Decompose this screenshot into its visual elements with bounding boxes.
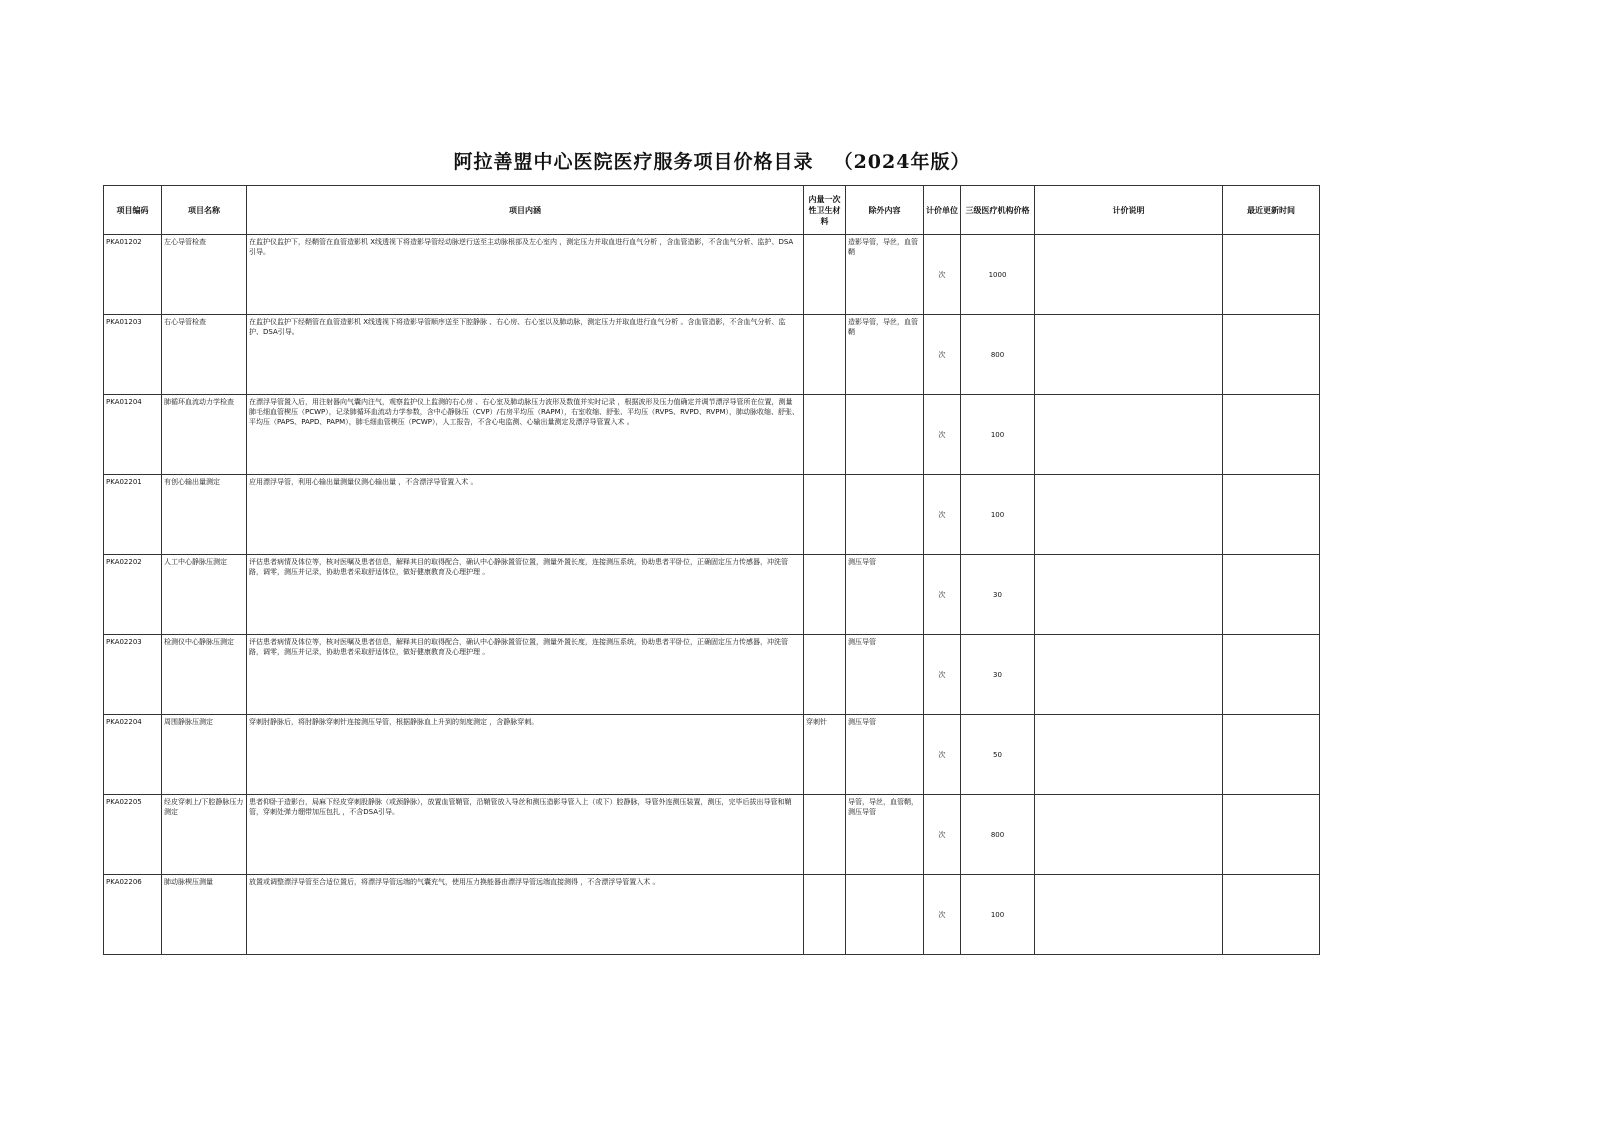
cell-excluded: 测压导管 [846, 715, 924, 795]
cell-price: 800 [961, 315, 1035, 395]
document-title [0, 147, 1424, 174]
header-code: 项目编码 [104, 186, 162, 235]
cell-note [1035, 395, 1223, 475]
cell-unit: 次 [924, 235, 961, 315]
cell-price: 50 [961, 715, 1035, 795]
cell-price: 100 [961, 395, 1035, 475]
cell-unit: 次 [924, 715, 961, 795]
table-row [104, 795, 1320, 875]
cell-content: 评估患者病情及体位等，核对医嘱及患者信息，解释其目的取得配合，确认中心静脉置管位置，测量外置长度，连接测压系统，协助患者平卧位，正确固定压力传感器，冲洗管路，调零，测压并记录，协助患者采取舒适体位，做好健康教育及心理护理 。 [247, 555, 804, 635]
table-header-row [104, 186, 1320, 235]
cell-name: 有创心输出量测定 [162, 475, 247, 555]
table-row [104, 475, 1320, 555]
table-row [104, 875, 1320, 955]
header-unit: 计价单位 [924, 186, 961, 235]
cell-unit: 次 [924, 555, 961, 635]
cell-updated [1223, 875, 1320, 955]
cell-unit: 次 [924, 875, 961, 955]
cell-content: 放置或调整漂浮导管至合适位置后，将漂浮导管远端的气囊充气，使用压力换能器由漂浮导管远端直接测得 ，不含漂浮导管置入术 。 [247, 875, 804, 955]
cell-updated [1223, 555, 1320, 635]
cell-unit: 次 [924, 475, 961, 555]
table-row [104, 235, 1320, 315]
table-row [104, 395, 1320, 475]
cell-price: 30 [961, 635, 1035, 715]
cell-name: 右心导管检查 [162, 315, 247, 395]
cell-material [804, 475, 846, 555]
cell-price: 100 [961, 875, 1035, 955]
cell-name: 左心导管检查 [162, 235, 247, 315]
cell-content: 在漂浮导管置入后，用注射器向气囊内注气，观察监护仪上监测的右心房 、右心室及肺动脉压力波形及数值并实时记录 ，根据波形及压力值确定并调节漂浮导管所在位置，测量肺毛细血管楔压（PCWP），记录肺循环血流动力学参数，含中心静脉压（CVP）/右房平均压（RAPM），右室收缩、舒张、平均压（RVPS、RVPD、RVPM），肺动脉收缩、舒张、平均压（PAPS、PAPD、PAPM），肺毛细血管楔压（PCWP），人工报告，不含心电监测、心输出量测定及漂浮导管置入术 。 [247, 395, 804, 475]
cell-code: PKA02202 [104, 555, 162, 635]
price-table [103, 185, 1320, 955]
cell-code: PKA01202 [104, 235, 162, 315]
cell-updated [1223, 795, 1320, 875]
table-row [104, 635, 1320, 715]
cell-updated [1223, 715, 1320, 795]
cell-code: PKA01204 [104, 395, 162, 475]
cell-code: PKA01203 [104, 315, 162, 395]
cell-unit: 次 [924, 395, 961, 475]
header-name: 项目名称 [162, 186, 247, 235]
cell-note [1035, 235, 1223, 315]
title-main: 阿拉善盟中心医院医疗服务项目价格目录 [453, 151, 814, 173]
cell-content: 患者仰卧于造影台，局麻下经皮穿刺股静脉（或颈静脉），放置血管鞘管，沿鞘管放入导丝和测压造影导管入上（或下）腔静脉，导管外连测压装置，测压，完毕后拔出导管和鞘管，穿刺处弹力绷带加压包扎 ，不含DSA引导。 [247, 795, 804, 875]
cell-excluded: 造影导管，导丝，血管鞘 [846, 235, 924, 315]
cell-material: 穿刺针 [804, 715, 846, 795]
cell-content: 穿刺肘静脉后，将肘静脉穿刺针连接测压导管，根据静脉血上升到的刻度测定 ，含静脉穿刺。 [247, 715, 804, 795]
table-row [104, 715, 1320, 795]
cell-note [1035, 795, 1223, 875]
cell-note [1035, 715, 1223, 795]
cell-excluded: 导管，导丝，血管鞘，测压导管 [846, 795, 924, 875]
cell-content: 应用漂浮导管，利用心输出量测量仪测心输出量 ，不含漂浮导管置入术 。 [247, 475, 804, 555]
cell-content: 评估患者病情及体位等，核对医嘱及患者信息，解释其目的取得配合，确认中心静脉置管位置，测量外置长度，连接测压系统，协助患者平卧位，正确固定压力传感器，冲洗管路，调零，测压并记录，协助患者采取舒适体位，做好健康教育及心理护理 。 [247, 635, 804, 715]
cell-note [1035, 315, 1223, 395]
cell-updated [1223, 315, 1320, 395]
cell-updated [1223, 235, 1320, 315]
cell-excluded [846, 875, 924, 955]
table-row [104, 555, 1320, 635]
cell-material [804, 235, 846, 315]
cell-material [804, 395, 846, 475]
cell-material [804, 635, 846, 715]
cell-material [804, 315, 846, 395]
cell-code: PKA02205 [104, 795, 162, 875]
cell-price: 30 [961, 555, 1035, 635]
cell-updated [1223, 635, 1320, 715]
cell-excluded [846, 475, 924, 555]
header-excluded: 除外内容 [846, 186, 924, 235]
header-note: 计价说明 [1035, 186, 1223, 235]
cell-unit: 次 [924, 635, 961, 715]
cell-note [1035, 635, 1223, 715]
cell-name: 经皮穿刺上/下腔静脉压力测定 [162, 795, 247, 875]
cell-excluded [846, 395, 924, 475]
cell-note [1035, 875, 1223, 955]
cell-name: 肺循环血流动力学检查 [162, 395, 247, 475]
cell-unit: 次 [924, 795, 961, 875]
cell-content: 在监护仪监护下，经鞘管在血管造影机 X线透视下将造影导管经动脉逆行送至主动脉根部及左心室内 ，测定压力并取血进行血气分析 ，含血管造影，不含血气分析、监护、DSA引导。 [247, 235, 804, 315]
cell-note [1035, 475, 1223, 555]
cell-excluded: 测压导管 [846, 555, 924, 635]
cell-updated [1223, 475, 1320, 555]
cell-name: 肺动脉楔压测量 [162, 875, 247, 955]
cell-price: 100 [961, 475, 1035, 555]
cell-content: 在监护仪监护下经鞘管在血管造影机 X线透视下将造影导管顺序送至下腔静脉 、右心房、右心室以及肺动脉，测定压力并取血进行血气分析 。含血管造影，不含血气分析、监护、DSA引导。 [247, 315, 804, 395]
title-year: （2024年版） [833, 151, 971, 173]
cell-excluded: 造影导管，导丝，血管鞘 [846, 315, 924, 395]
cell-material [804, 795, 846, 875]
cell-name: 检测仪中心静脉压测定 [162, 635, 247, 715]
header-price: 三级医疗机构价格 [961, 186, 1035, 235]
table-row [104, 315, 1320, 395]
header-content: 项目内涵 [247, 186, 804, 235]
cell-price: 1000 [961, 235, 1035, 315]
cell-code: PKA02201 [104, 475, 162, 555]
header-material: 内量一次性卫生材料 [804, 186, 846, 235]
cell-material [804, 555, 846, 635]
cell-excluded: 测压导管 [846, 635, 924, 715]
cell-unit: 次 [924, 315, 961, 395]
header-updated: 最近更新时间 [1223, 186, 1320, 235]
cell-name: 周围静脉压测定 [162, 715, 247, 795]
cell-price: 800 [961, 795, 1035, 875]
cell-code: PKA02203 [104, 635, 162, 715]
cell-code: PKA02206 [104, 875, 162, 955]
cell-updated [1223, 395, 1320, 475]
cell-material [804, 875, 846, 955]
cell-name: 人工中心静脉压测定 [162, 555, 247, 635]
cell-note [1035, 555, 1223, 635]
cell-code: PKA02204 [104, 715, 162, 795]
